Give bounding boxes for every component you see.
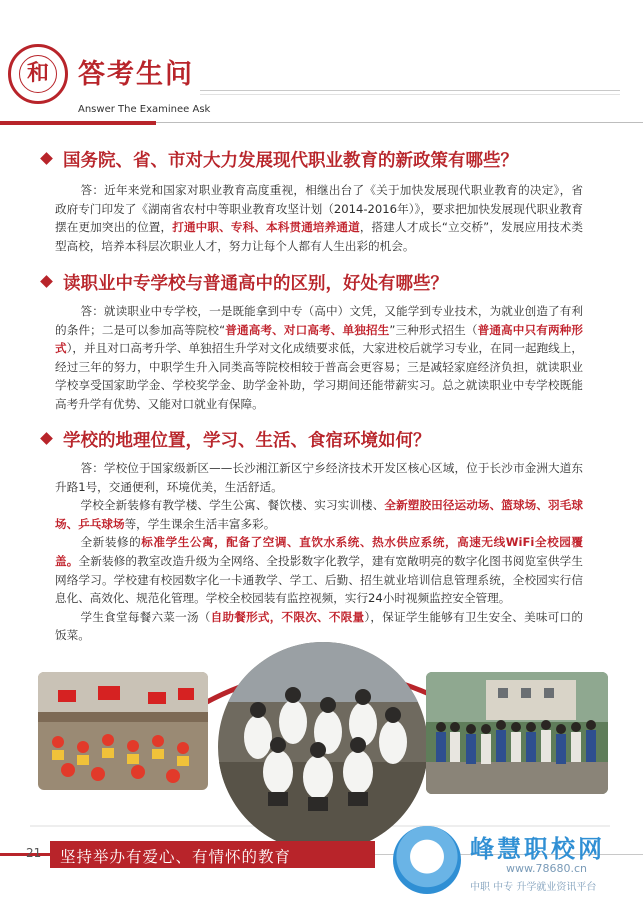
- school-logo: [8, 44, 68, 104]
- page-number: 21: [26, 846, 42, 860]
- question-text: 学校的地理位置，学习、生活、食宿环境如何？: [63, 431, 431, 451]
- header-accent-bar: [0, 121, 156, 125]
- highlighted-text: 普通高中只有两种形式: [55, 322, 583, 356]
- diamond-bullet-icon: [40, 432, 53, 445]
- students-group-photo: [218, 642, 428, 852]
- question-text: 读职业中专学校与普通高中的区别，好处有哪些？: [63, 274, 448, 294]
- answer-body-1: [55, 181, 583, 255]
- answer-text: ），保证学生能够有卫生安全、美味可口的饭菜。: [55, 609, 583, 643]
- footer-slogan: 坚持举办有爱心、有情怀的教育: [60, 848, 292, 866]
- diamond-bullet-icon: [40, 275, 53, 288]
- answer-paragraph: [55, 459, 583, 496]
- answer-text: 答：学校位于国家级新区——长沙湘江新区宁乡经济技术开发区核心区域，位于长沙市金洲大道东升路1号，交通便利，环境优美，生活舒适。: [55, 461, 583, 494]
- answer-text: 学校全新装修有教学楼、学生公寓、餐饮楼、实习实训楼、: [80, 498, 385, 513]
- answer-text: ），并且对口高考升学、单独招生升学对文化成绩要求低，大家进校后就学习专业，在同一起跑线上，经过三年的努力，中职学生升入同类高等院校相较于普高会更容易；三是减轻家庭经济负担，就读职业学校享受国家助学金、学校奖学金、助学金补助，学习期间还能带薪实习。总之就读职业中专学校既能高考升学有优势、又能对口就业有保障。: [55, 341, 583, 411]
- watermark-logo-icon: [393, 826, 461, 894]
- logo-character: 和: [19, 55, 57, 93]
- question-heading-1: [42, 147, 518, 172]
- answer-paragraph: [55, 302, 583, 414]
- highlighted-text: 全新塑胶田径运动场、篮球场、羽毛球场、乒乓球场: [55, 498, 583, 531]
- answer-text: 答：就读职业中专学校，一是既能拿到中专（高中）文凭，又能学到专业技术，为就业创造了有利的条件；二是可以参加高等院校“: [55, 304, 583, 337]
- drum-performance-photo: [38, 672, 208, 790]
- question-text: 国务院、省、市对大力发展现代职业教育的新政策有哪些？: [63, 151, 518, 171]
- answer-body-3: [55, 459, 583, 645]
- watermark-subtitle: 中职 中专 升学就业资讯平台: [470, 882, 597, 893]
- answer-body-2: [55, 302, 583, 414]
- page-subtitle: Answer The Examinee Ask: [78, 104, 211, 115]
- diamond-bullet-icon: [40, 152, 53, 165]
- question-heading-3: [42, 427, 431, 452]
- answer-text: 全新装修的: [80, 535, 142, 550]
- answer-text: 学生食堂每餐六菜一汤（: [80, 609, 211, 624]
- answer-text: 全新装修的教室改造升级为全网络、全投影数字化教学，建有宽敞明亮的数字化图书阅览室供学生网络学习。学校建有校园数字化一卡通教学、学工、后勤、招生就业培训信息管理系统，全校园实行信息化、高效化、规范化管理。学校全校园装有监控视频，实行24小时视频监控安全管理。: [55, 553, 583, 606]
- highlighted-text: 普通高考、对口高考、单独招生: [225, 322, 390, 337]
- highlighted-text: 自助餐形式，不限次、不限量: [210, 609, 365, 624]
- answer-paragraph: [55, 496, 583, 533]
- answer-text: 答：近年来党和国家对职业教育高度重视，相继出台了《关于加快发展现代职业教育的决定》，省政府专门印发了《湖南省农村中等职业教育攻坚计划（2014-2016年）》，要求把加快发展现代职业教育摆在更加突出的位置，: [55, 183, 583, 235]
- header-divider: [200, 90, 620, 91]
- question-heading-2: [42, 270, 448, 295]
- campus-students-photo: [426, 672, 608, 794]
- watermark-title: 峰慧职校网: [470, 835, 605, 863]
- answer-paragraph: [55, 533, 583, 607]
- page-title: 答考生问: [78, 59, 194, 90]
- highlighted-text: 标准学生公寓，配备了空调、直饮水系统、热水供应系统，高速无线WiFi全校园覆盖。: [55, 535, 583, 568]
- answer-paragraph: [55, 181, 583, 255]
- footer-accent-line: [0, 853, 50, 856]
- header-divider-secondary: [200, 94, 620, 95]
- header-rule: [156, 122, 643, 123]
- watermark-url[interactable]: www.78680.cn: [506, 862, 587, 875]
- answer-text: ”三种形式招生（: [389, 322, 478, 337]
- highlighted-text: 打通中职、专科、本科贯通培养通道: [172, 220, 360, 235]
- answer-text: 等，学生课余生活丰富多彩。: [124, 516, 276, 531]
- answer-text: ，搭建人才成长“立交桥”，发展应用技术类型高校，培养本科层次职业人才，努力让每个人都有人生出彩的机会。: [55, 220, 583, 253]
